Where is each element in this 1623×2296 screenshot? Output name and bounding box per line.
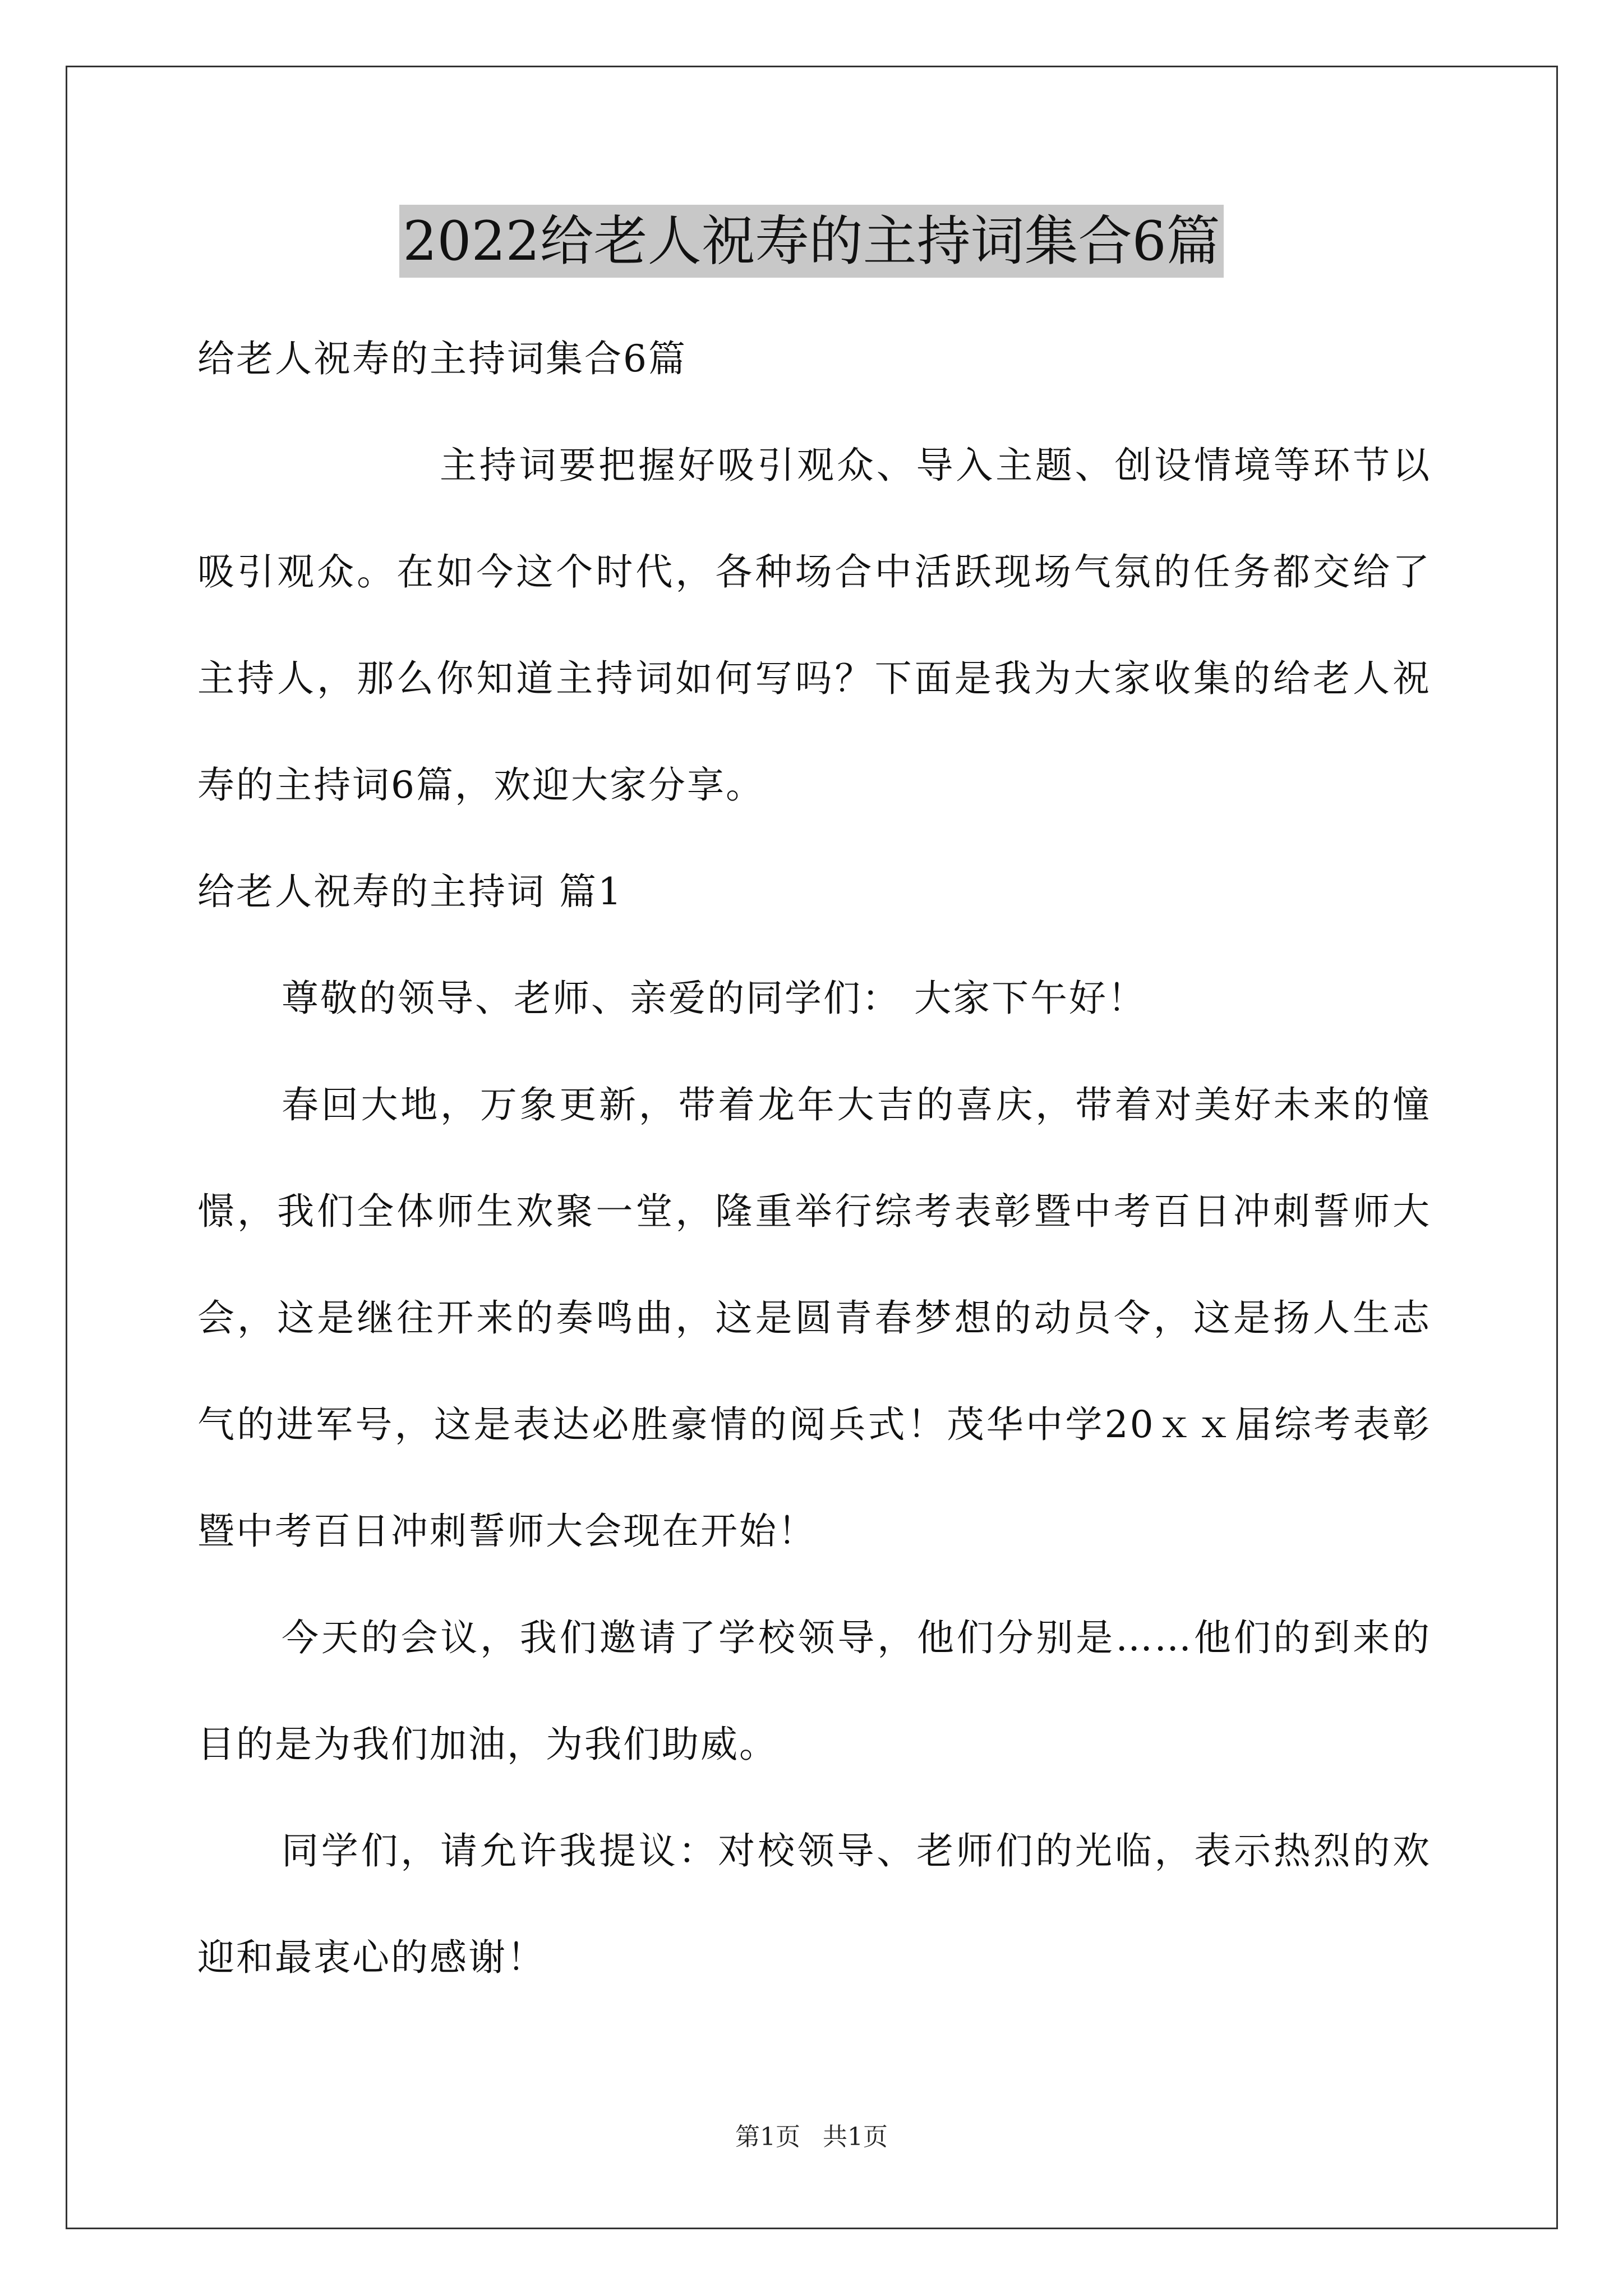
subtitle-paragraph: 给老人祝寿的主持词集合6篇 [197, 337, 687, 380]
document-title: 2022给老人祝寿的主持词集合6篇 [399, 205, 1223, 278]
intro-paragraph: 主持词要把握好吸引观众、导入主题、创设情境等环节以吸引观众。在如今这个时代，各种场合中活跃现场气氛的任务都交给了主持人，那么你知道主持词如何写吗？下面是我为大家收集的给老人祝寿的主持词6篇，欢迎大家分享。 [197, 444, 1431, 807]
section-heading: 给老人祝寿的主持词 篇1 [197, 870, 623, 913]
body-paragraph: 今天的会议，我们邀请了学校领导，他们分别是……他们的到来的目的是为我们加油，为我们助威。 [197, 1616, 1431, 1766]
body-paragraph: 春回大地，万象更新，带着龙年大吉的喜庆，带着对美好未来的憧憬，我们全体师生欢聚一堂，隆重举行综考表彰暨中考百日冲刺誓师大会，这是继往开来的奏鸣曲，这是圆青春梦想的动员令，这是扬人生志气的进军号，这是表达必胜豪情的阅兵式！茂华中学20ｘｘ届综考表彰暨中考百日冲刺誓师大会现在开始！ [197, 1083, 1431, 1553]
greeting-paragraph: 尊敬的领导、老师、亲爱的同学们： 大家下午好！ [282, 977, 1146, 1020]
page-number: 第1页 [735, 2123, 800, 2151]
page-footer [0, 2120, 1623, 2154]
document-body [197, 306, 1431, 2011]
page-total: 共1页 [823, 2123, 888, 2151]
title-container [0, 205, 1623, 278]
body-paragraph: 同学们，请允许我提议：对校领导、老师们的光临，表示热烈的欢迎和最衷心的感谢！ [197, 1829, 1431, 1979]
